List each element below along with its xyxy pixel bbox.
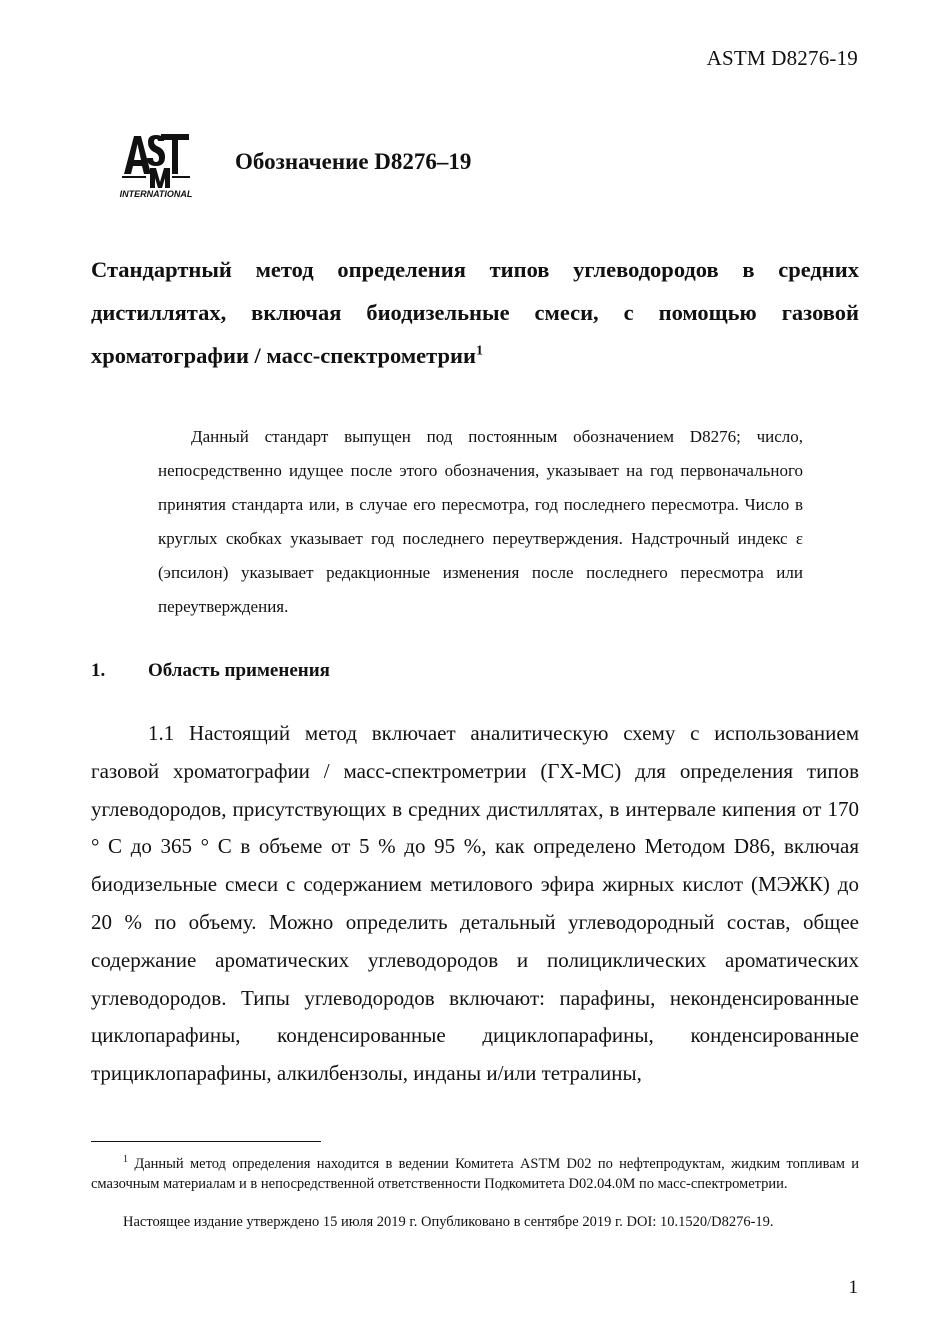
title-text: Стандартный метод определения типов углеводородов в средних дистиллятах, включая биодизельные смеси, с помощью газовой хроматографии / масс-спектрометрии <box>91 257 859 368</box>
footnote-1 <box>91 1154 859 1194</box>
document-title <box>91 248 859 377</box>
astm-logo <box>114 126 198 198</box>
logo-caption: INTERNATIONAL <box>119 189 193 198</box>
standard-notice: Данный стандарт выпущен под постоянным обозначением D8276; число, непосредственно идущее после этого обозначения, указывает на год первоначального принятия стандарта или, в случае его пересмотра, год последнего пересмотра. Число в круглых скобках указывает год последнего переутверждения. Надстрочный индекс ε (эпсилон) указывает редакционные изменения после последнего пересмотра или переутверждения. <box>158 427 803 616</box>
page-number: 1 <box>848 1277 858 1298</box>
title-footnote-marker: 1 <box>475 343 483 359</box>
section-number: 1. <box>91 660 106 681</box>
footnote-marker: 1 <box>123 1154 128 1166</box>
designation: Обозначение D8276–19 <box>235 149 472 174</box>
footnote-text: Данный метод определения находится в ведении Комитета ASTM D02 по нефтепродуктам, жидким топливам и смазочным материалам и в непосредственной ответственности Подкомитета D02.04.0M по масс-спектрометрии. <box>91 1156 859 1192</box>
footnote-approval: Настоящее издание утверждено 15 июля 2019 г. Опубликовано в сентябре 2019 г. DOI: 10.1520/D8276-19. <box>123 1214 774 1230</box>
paragraph-1-1: 1.1 Настоящий метод включает аналитическую схему с использованием газовой хроматографии / масс-спектрометрии (ГХ-МС) для определения типов углеводородов, присутствующих в средних дистиллятах, в интервале кипения от 170 ° С до 365 ° С в объеме от 5 % до 95 %, как определено Методом D86, включая биодизельные смеси с содержанием метилового эфира жирных кислот (МЭЖК) до 20 % по объему. Можно определить детальный углеводородный состав, общее содержание ароматических углеводородов и полициклических ароматических углеводородов. Типы углеводородов включают: парафины, неконденсированные циклопарафины, конденсированные дициклопарафины, конденсированные трициклопарафины, алкилбензолы, инданы и/или тетралины, <box>91 721 859 1086</box>
footnote-divider <box>91 1141 321 1142</box>
section-heading <box>91 660 330 682</box>
document-code-header: ASTM D8276-19 <box>706 46 858 70</box>
section-title: Область применения <box>148 660 330 681</box>
